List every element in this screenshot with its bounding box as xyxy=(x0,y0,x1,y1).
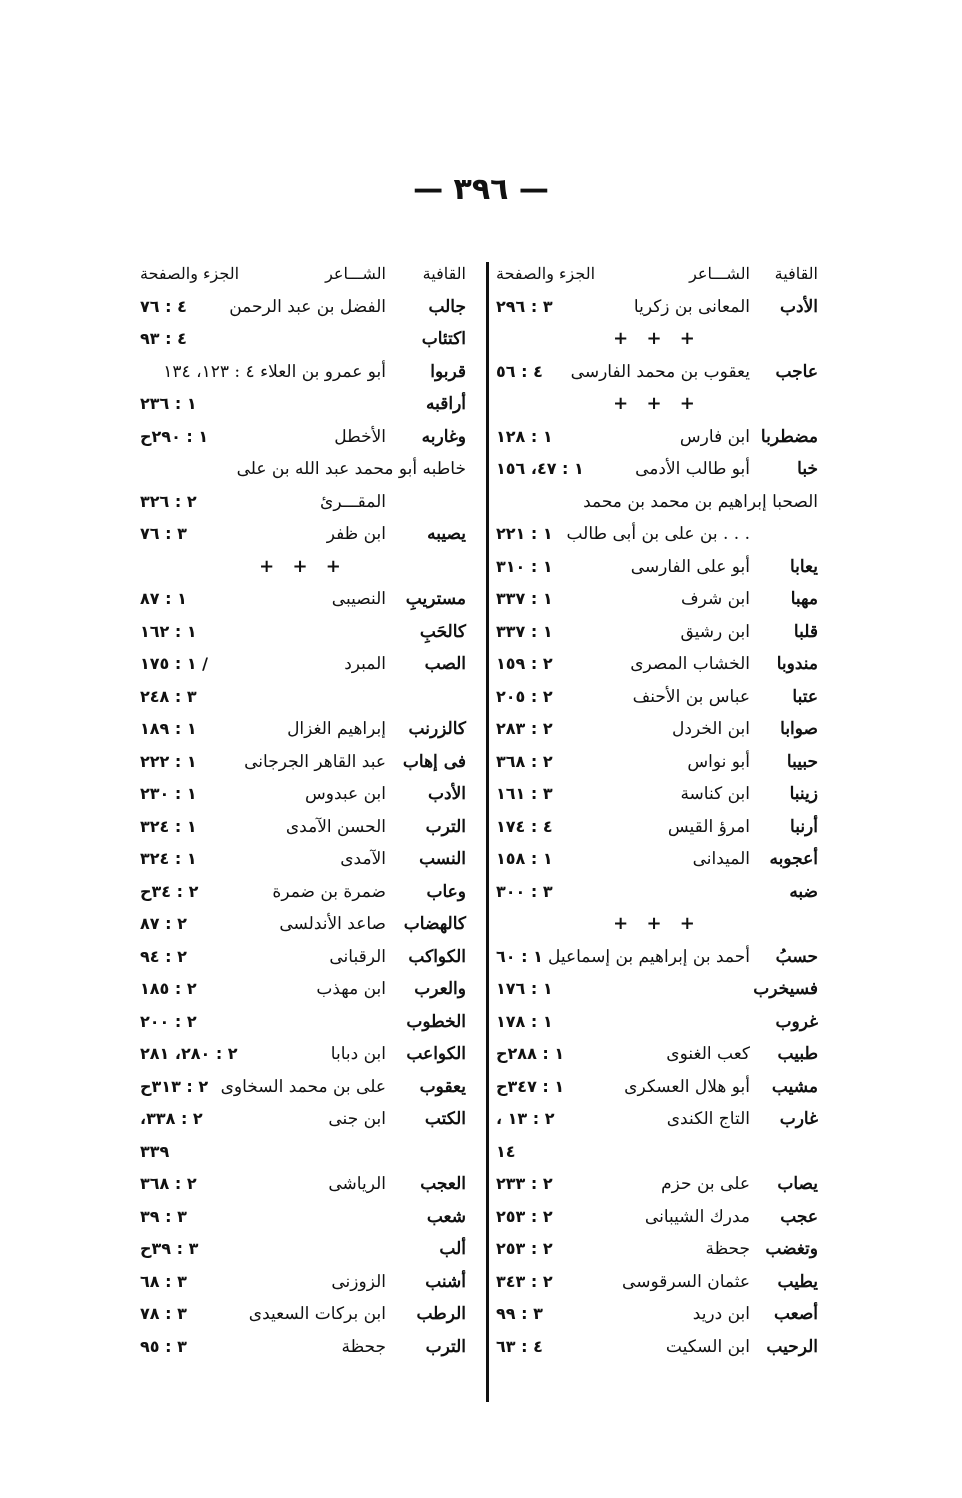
entry-rhyme: الخطوب xyxy=(406,1011,466,1032)
index-entry xyxy=(496,876,818,909)
header-ref: الجزء والصفحة xyxy=(140,264,240,283)
index-entry xyxy=(140,973,466,1006)
index-entry xyxy=(140,1168,466,1201)
entry-poet: ضمرة بن ضمرة xyxy=(272,881,386,902)
entry-ref: ٣ : ١٦١ xyxy=(496,784,553,803)
entry-rhyme: حسبُ xyxy=(775,946,818,967)
entry-ref: ٢ : ٩٤ xyxy=(140,946,187,966)
entry-ref: ٢ : ٣٤ح xyxy=(140,881,199,901)
entry-poet: أحمد بن إبراهيم بن إسماعيل xyxy=(547,946,750,967)
index-entry xyxy=(140,1136,466,1169)
index-entry xyxy=(496,551,818,584)
index-entry xyxy=(140,908,466,941)
entry-poet: التاج الكندى xyxy=(666,1109,750,1129)
entry-poet: الآمدى xyxy=(340,849,386,869)
index-entry xyxy=(496,746,818,779)
entry-ref: ١ : ١٦٢ xyxy=(140,621,197,641)
index-entry xyxy=(496,486,818,519)
entry-poet: . . . بن على بن أبى طالب xyxy=(566,524,750,544)
index-entry xyxy=(140,713,466,746)
entry-ref: ٣٣٩ xyxy=(140,1141,170,1161)
entry-ref: ١ : ٢٣٦ xyxy=(140,394,197,413)
entry-ref: ١ : ١٨٩ xyxy=(140,719,197,738)
left-column xyxy=(140,258,466,1363)
entry-rhyme: صوابا xyxy=(780,719,818,739)
column-header xyxy=(496,258,818,291)
entry-ref: ٣ : ٦٨ xyxy=(140,1271,187,1291)
entry-ref: ٢ : ٢٥٣ xyxy=(496,1239,553,1258)
entry-poet: ابن كناسة xyxy=(680,784,750,804)
entry-poet: الرقبانى xyxy=(329,946,386,967)
entry-rhyme: أعجوبه xyxy=(769,849,818,869)
index-entry xyxy=(140,1233,466,1266)
entry-rhyme: غروب xyxy=(775,1011,818,1032)
entry-rhyme: عتبا xyxy=(792,686,818,707)
entry-poet: الرياشى xyxy=(328,1174,386,1194)
entry-poet: كعب الغنوى xyxy=(666,1044,750,1064)
entry-ref: ٢ : ٢٣٣ xyxy=(496,1174,553,1193)
entry-poet: الفضل بن عبد الرحمن xyxy=(229,296,386,317)
entry-rhyme: اكتئاب xyxy=(421,329,466,349)
index-entry xyxy=(496,713,818,746)
index-entry xyxy=(140,1071,466,1104)
entry-rhyme: العجب xyxy=(420,1174,466,1194)
index-entry xyxy=(496,1103,818,1136)
entry-poet: المقـــرئ xyxy=(320,491,386,512)
index-entry xyxy=(496,1201,818,1234)
index-entry xyxy=(140,941,466,974)
index-entry xyxy=(496,1266,818,1299)
entry-ref: ١ : ٣١٠ xyxy=(496,556,553,576)
entry-poet: الأخطل xyxy=(334,426,386,447)
index-entry xyxy=(496,1006,818,1039)
index-entry xyxy=(496,1331,818,1364)
entry-rhyme: مضطربا xyxy=(760,426,818,447)
entry-rhyme: جالب xyxy=(428,296,466,317)
entry-rhyme: الكواعب xyxy=(406,1044,466,1064)
index-entry xyxy=(496,1298,818,1331)
entry-rhyme: وتغضب xyxy=(765,1239,818,1259)
entry-ref: ٢ : ١٥٩ xyxy=(496,654,553,673)
entry-poet: النصيبى xyxy=(331,589,386,609)
index-entry xyxy=(140,1201,466,1234)
entry-ref: ٣ : ٢٤٨ xyxy=(140,686,197,706)
entry-rhyme: كالزرنب xyxy=(408,719,466,739)
index-entry xyxy=(496,941,818,974)
entry-ref: ٢ : ١٣ ، xyxy=(496,1109,555,1128)
entry-poet: على بن حزم xyxy=(661,1174,750,1194)
index-entry xyxy=(140,811,466,844)
page-number: — ٣٩٦ — xyxy=(413,172,549,207)
entry-ref: ٢ : ٣٦٨ xyxy=(496,751,553,771)
entry-ref: ٢ : ٢٨٠، ٢٨١ xyxy=(140,1044,238,1063)
entry-rhyme: الترب xyxy=(425,1336,466,1357)
entry-ref: ٣ : ٩٥ xyxy=(140,1336,187,1356)
entry-rhyme: ضبه xyxy=(789,881,818,902)
entry-ref: ٤ : ٧٦ xyxy=(140,296,187,316)
entry-ref: ١ : ٢٢٢ xyxy=(140,751,197,771)
entry-ref: ٢ : ١٨٥ xyxy=(140,979,197,998)
entry-rhyme: شعب xyxy=(426,1206,466,1227)
index-entry xyxy=(140,356,466,389)
entry-poet: ابن رشيق xyxy=(680,621,750,642)
separator: + + + xyxy=(613,393,701,414)
entry-rhyme: النسب xyxy=(419,849,466,869)
entry-ref: / ١ : ١٧٥ xyxy=(140,654,209,673)
entry-rhyme: الكتب xyxy=(424,1109,466,1129)
separator: + + + xyxy=(613,913,701,934)
entry-poet: ابن فارس xyxy=(679,426,750,447)
entry-poet: عثمان السرقوسى xyxy=(622,1271,750,1292)
entry-poet: الميدانى xyxy=(692,849,750,869)
header-poet: الشـــاعر xyxy=(689,264,750,283)
entry-poet: الحسن الآمدى xyxy=(285,816,386,837)
entry-rhyme: خبا xyxy=(797,459,818,479)
entry-poet: المبرد xyxy=(344,654,386,674)
index-entry xyxy=(496,648,818,681)
entry-poet: ابن عبدوس xyxy=(305,784,386,804)
index-entry xyxy=(496,843,818,876)
index-entry xyxy=(496,681,818,714)
entry-poet: عباس بن الأحنف xyxy=(632,686,750,707)
entry-poet: ابن بركات السعيدى xyxy=(248,1304,386,1324)
index-entry xyxy=(140,1331,466,1364)
index-entry xyxy=(140,681,466,714)
entry-ref: ١ : ١٥٨ xyxy=(496,849,553,868)
index-entry xyxy=(496,453,818,486)
entry-ref: ٢ : ٣٢٦ xyxy=(140,491,197,511)
entry-rhyme: أشنب xyxy=(425,1271,466,1292)
entry-poet: الزوزنى xyxy=(331,1271,386,1292)
entry-ref: ٣ : ٩٩ xyxy=(496,1304,543,1323)
entry-ref: ١ : ٨٧ xyxy=(140,589,187,608)
entry-poet: جحظة xyxy=(705,1239,750,1259)
entry-ref: ٣ : ٢٩٦ xyxy=(496,296,553,316)
entry-rhyme: الأدب xyxy=(428,784,466,804)
index-entry xyxy=(496,811,818,844)
entry-ref: ١ : ١٧٦ xyxy=(496,979,553,998)
entry-rhyme: يعابا xyxy=(789,556,818,577)
index-entry xyxy=(140,648,466,681)
entry-ref: ٣ : ٣٠٠ xyxy=(496,881,553,901)
index-entry xyxy=(496,1168,818,1201)
index-entry xyxy=(140,518,466,551)
entry-ref: ٣ : ٧٨ xyxy=(140,1304,187,1323)
entry-poet: ابن دبابا xyxy=(330,1044,386,1064)
entry-poet: على بن محمد السخاوى xyxy=(220,1076,386,1097)
entry-poet: امرؤ القيس xyxy=(667,816,750,837)
index-entry xyxy=(140,453,466,486)
entry-ref: ١ : ٣٣٧ xyxy=(496,589,553,608)
column-divider xyxy=(486,262,489,1402)
entry-ref: ١ : ٣٣٧ xyxy=(496,621,553,641)
entry-ref: ١ : ٣٤٧ح xyxy=(496,1076,565,1096)
entry-rhyme: كالهضاب xyxy=(403,914,466,934)
entry-ref: ٤ : ٥٦ xyxy=(496,361,543,381)
entry-ref: ٤ : ٩٣ xyxy=(140,329,187,348)
entry-rhyme: كالحَبِ xyxy=(419,621,466,642)
entry-rhyme: الرطب xyxy=(416,1304,466,1324)
entry-rhyme: الصب xyxy=(424,654,466,674)
entry-poet: جحظة xyxy=(341,1336,386,1357)
entry-poet: أبو طالب الأدمى xyxy=(635,459,750,479)
entry-ref: ١ : ٦٠ xyxy=(496,946,543,966)
entry-rhyme: عجب xyxy=(780,1206,818,1227)
entry-ref: ٢ : ٢٠٥ xyxy=(496,686,553,706)
entry-ref: ٢ : ٣٣٨، xyxy=(140,1109,203,1128)
index-entry xyxy=(140,388,466,421)
entry-rhyme: الكواكب xyxy=(408,946,466,967)
entry-ref: ١ : ٢٢١ xyxy=(496,524,553,543)
entry-rhyme: وعاب xyxy=(426,881,466,902)
entry-poet: الخشاب المصرى xyxy=(630,654,750,674)
entry-poet: ابن الخردل xyxy=(672,719,750,739)
entry-ref: ٢ : ٢٠٠ xyxy=(140,1011,197,1031)
entry-rhyme: يصيبه xyxy=(427,524,466,544)
index-entry xyxy=(140,778,466,811)
index-entry xyxy=(140,291,466,324)
index-entry xyxy=(496,583,818,616)
entry-rhyme: الرحيب xyxy=(766,1336,818,1357)
entry-rhyme: حبيبا xyxy=(786,751,818,772)
entry-rhyme: زينبا xyxy=(789,784,818,804)
index-entry xyxy=(140,1266,466,1299)
header-rhyme: القافية xyxy=(774,264,818,283)
entry-poet: ابن شرف xyxy=(680,589,750,609)
entry-rhyme: وغاربه xyxy=(421,426,466,447)
entry-rhyme: فسيخرب xyxy=(753,979,818,999)
entry-ref: ٢ : ٨٧ xyxy=(140,914,187,933)
index-entry xyxy=(496,356,818,389)
index-entry xyxy=(140,616,466,649)
entry-ref: ٣ : ٣٩ح xyxy=(140,1239,199,1258)
entry-rhyme: يطيب xyxy=(777,1271,818,1292)
index-entry xyxy=(496,421,818,454)
index-entry xyxy=(496,1136,818,1169)
separator: + + + xyxy=(613,328,701,349)
index-entry xyxy=(140,583,466,616)
entry-rhyme: عاجب xyxy=(775,361,818,382)
entry-text: خاطبه أبو محمد عبد الله بن على xyxy=(236,459,466,479)
index-entry xyxy=(140,1038,466,1071)
index-entry xyxy=(496,778,818,811)
entry-rhyme: أراقبه xyxy=(425,394,466,414)
entry-rhyme: يعقوب xyxy=(419,1076,466,1097)
entry-rhyme: والعرب xyxy=(414,979,466,999)
entry-ref: ٣ : ٧٦ xyxy=(140,524,187,543)
entry-ref: ٢ : ٣١٣ح xyxy=(140,1076,209,1096)
entry-ref: ١ : ٣٢٤ xyxy=(140,849,197,868)
entry-ref: ١ : ١٢٨ xyxy=(496,426,553,446)
header-rhyme: القافية xyxy=(422,264,466,283)
index-entry xyxy=(496,1233,818,1266)
entry-rhyme: طبيب xyxy=(777,1044,818,1064)
entry-text: الصحبا إبراهيم بن محمد بن محمد xyxy=(583,491,818,512)
entry-poet: عبد القاهر الجرجانى xyxy=(244,751,386,772)
index-entry xyxy=(496,973,818,1006)
index-entry xyxy=(140,876,466,909)
entry-ref: ١ : ٣٢٤ xyxy=(140,816,197,836)
entry-ref: ٢ : ٢٥٣ xyxy=(496,1206,553,1226)
entry-poet: ابن السكيت xyxy=(665,1336,750,1357)
entry-poet: المعانى بن زكريا xyxy=(633,296,750,317)
index-entry xyxy=(496,518,818,551)
entry-poet: ابن جنى xyxy=(328,1109,386,1129)
index-entry xyxy=(496,1038,818,1071)
entry-ref: ٢ : ٢٨٣ xyxy=(496,719,553,738)
index-entry xyxy=(496,291,818,324)
entry-poet: أبو نواس xyxy=(687,751,750,772)
right-column xyxy=(496,258,818,1363)
index-entry xyxy=(140,843,466,876)
entry-poet: أبو على الفارسى xyxy=(630,556,750,577)
entry-poet: صاعد الأندلسى xyxy=(279,914,386,934)
header-ref: الجزء والصفحة xyxy=(496,264,596,283)
index-entry xyxy=(496,616,818,649)
entry-rhyme: الأدب xyxy=(780,296,818,317)
entry-rhyme: قربوا xyxy=(430,361,466,382)
entry-rhyme: الترب xyxy=(425,816,466,837)
entry-rhyme: فى إهاب xyxy=(402,751,466,772)
entry-poet: يعقوب بن محمد الفارسى xyxy=(570,361,750,382)
entry-ref: ٢ : ٣٦٨ xyxy=(140,1174,197,1193)
entry-poet: أبو هلال العسكرى xyxy=(624,1076,750,1097)
entry-poet: ابن دريد xyxy=(692,1304,750,1324)
entry-ref: ١ : ٢٣٠ xyxy=(140,784,197,803)
entry-ref: ١٤ xyxy=(496,1141,516,1161)
entry-poet: إبراهيم الغزال xyxy=(287,719,386,739)
entry-ref: ٢ : ٣٤٣ xyxy=(496,1271,553,1291)
entry-rhyme: مشيب xyxy=(771,1076,818,1097)
entry-ref: ٣ : ٣٩ xyxy=(140,1206,187,1226)
index-entry xyxy=(140,486,466,519)
entry-rhyme: مندوبا xyxy=(776,654,818,674)
entry-poet: مدرك الشيبانى xyxy=(644,1206,750,1227)
entry-rhyme: قلبا xyxy=(793,621,818,642)
entry-rhyme: أصعب xyxy=(773,1304,818,1324)
index-entry xyxy=(140,1103,466,1136)
column-header xyxy=(140,258,466,291)
index-entry xyxy=(140,1298,466,1331)
index-entry xyxy=(140,323,466,356)
separator: + + + xyxy=(259,555,347,577)
index-entry xyxy=(496,1071,818,1104)
entry-rhyme: يصاب xyxy=(777,1174,818,1194)
index-entry xyxy=(140,1006,466,1039)
entry-poet: ابن مهذب xyxy=(316,979,386,999)
entry-ref: ١ : ٢٨٨ح xyxy=(496,1044,565,1063)
entry-poet: ابن ظفر xyxy=(326,524,386,544)
index-entry xyxy=(140,421,466,454)
entry-rhyme: ألب xyxy=(439,1239,466,1259)
entry-ref: ٤ : ٦٣ xyxy=(496,1336,543,1356)
entry-rhyme: غارب xyxy=(779,1109,818,1129)
entry-rhyme: مهبا xyxy=(790,589,818,609)
entry-poet: أبو عمرو بن العلاء ٤ : ١٢٣، ١٣٤ xyxy=(163,361,386,382)
entry-ref: ١ : ٢٩٠ح xyxy=(140,426,209,446)
entry-ref: ١ : ١٧٨ xyxy=(496,1011,553,1031)
entry-rhyme: مستريبِ xyxy=(405,589,466,609)
entry-ref: ٤ : ١٧٤ xyxy=(496,816,553,836)
header-poet: الشـــاعر xyxy=(325,264,386,283)
entry-ref: ١ : ٤٧، ١٥٦ xyxy=(496,459,584,478)
index-entry xyxy=(140,746,466,779)
entry-rhyme: أرنبا xyxy=(790,816,818,837)
